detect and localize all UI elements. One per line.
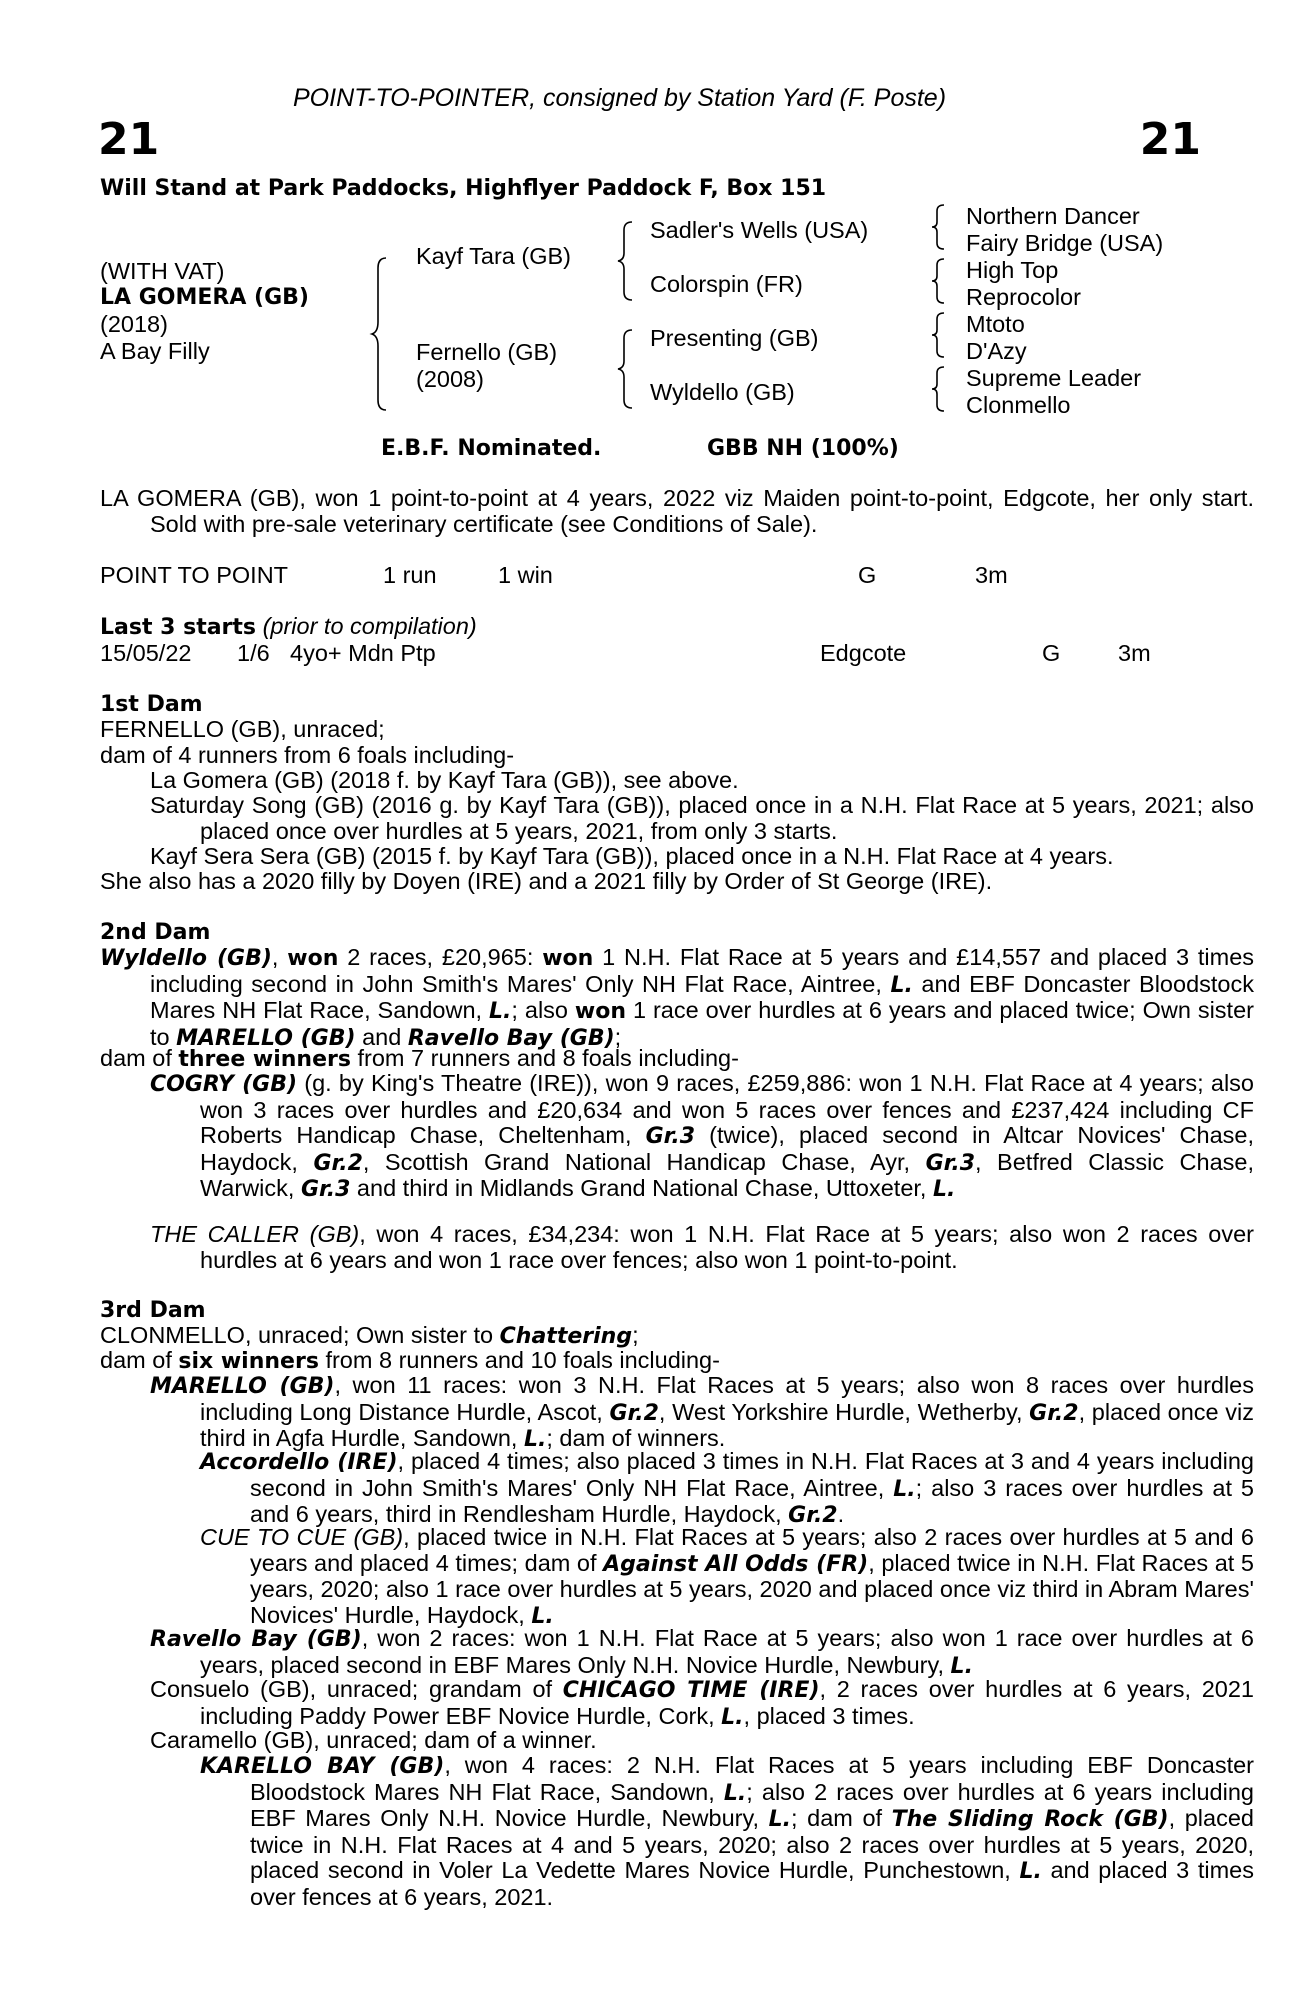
wyldello-name: Wyldello (GB) [100,946,272,971]
bracket-dam-line [616,328,636,410]
record-wins: 1 win [498,562,553,588]
accordello-name: Accordello (IRE) [200,1450,398,1475]
last-starts-title: Last 3 starts [100,615,257,640]
marello-name: MARELLO (GB) [150,1374,335,1399]
record-runs: 1 run [383,562,437,588]
horse-description: A Bay Filly [100,338,210,364]
grandparent-4: Wyldello (GB) [650,379,795,405]
dam-year: (2008) [416,366,484,392]
produce-the-caller: THE CALLER (GB), won 4 races, £34,234: won 1 N.H. Flat Race at 5 years; also won 2 races over hurdles at 6 years and won 1 race over fences; also won 1 point-to-point. [150,1221,1254,1273]
sire-name: Kayf Tara (GB) [416,243,571,269]
produce-kayf-sera-sera: Kayf Sera Sera (GB) (2015 f. by Kayf Tara (GB)), placed once in a N.H. Flat Race at 4 years. [150,843,1114,869]
third-dam-produce-intro: dam of six winners from 8 runners and 10 foals including- [100,1347,720,1374]
start-position: 1/6 [237,640,270,666]
produce-la-gomera: La Gomera (GB) (2018 f. by Kayf Tara (GB)), see above. [150,767,739,793]
second-dam-wyldello: Wyldello (GB), won 2 races, £20,965: won 1 N.H. Flat Race at 5 years and £14,557 and placed 3 times including second in John Smith's Mares' Only NH Flat Race, Aintree, L. and EBF Doncaster Bloodstock Mares NH Flat Race, Sandown, L.; also won 1 race over hurdles at 6 years and placed twice; Own sister to MARELLO (GB) and Ravello Bay (GB); [100,944,1255,1051]
third-dam-clonmello: CLONMELLO, unraced; Own sister to Chattering; [100,1322,639,1349]
start-course: Edgcote [820,640,907,666]
great-grandparent-8: Clonmello [966,392,1071,418]
last-starts-note: (prior to compilation) [262,613,477,639]
bracket-sire-line [616,220,636,302]
grandparent-2: Colorspin (FR) [650,271,803,297]
bracket-ggp-3 [930,311,948,359]
caller-name: THE CALLER (GB) [150,1221,360,1247]
bracket-ggp-2 [930,257,948,305]
stabling-line: Will Stand at Park Paddocks, Highflyer Paddock F, Box 151 [100,176,827,201]
produce-consuelo: Consuelo (GB), unraced; grandam of CHICAGO TIME (IRE), 2 races over hurdles at 6 years, 2021 including Paddy Power EBF Novice Hurdle, Cork, L., placed 3 times. [150,1676,1254,1730]
second-dam-produce-intro: dam of three winners from 7 runners and 8 foals including- [100,1045,739,1072]
gbb-nh: GBB NH (100%) [707,436,899,461]
great-grandparent-1: Northern Dancer [966,203,1140,229]
first-dam-heading: 1st Dam [100,692,203,717]
start-date: 15/05/22 [100,640,192,666]
produce-accordello: Accordello (IRE), placed 4 times; also placed 3 times in N.H. Flat Races at 3 and 4 years including second in John Smith's Mares' Only NH Flat Race, Aintree, L.; also 3 races over hurdles at 5 and 6 years, third in Rendlesham Hurdle, Haydock, Gr.2. [200,1448,1254,1528]
first-dam-line: FERNELLO (GB), unraced; [100,716,385,742]
dam-name: Fernello (GB) [416,339,558,365]
start-race: 4yo+ Mdn Ptp [290,640,436,666]
lot-number-right: 21 [1139,114,1201,165]
great-grandparent-6: D'Azy [966,338,1027,364]
horse-name: LA GOMERA (GB) [100,285,309,310]
produce-ravello-bay: Ravello Bay (GB), won 2 races: won 1 N.H. Flat Race at 5 years; also won 1 race over hurdles at 6 years, placed second in EBF Mares Only N.H. Novice Hurdle, Newbury, L. [150,1625,1255,1679]
bracket-ggp-1 [930,203,948,251]
produce-cogry: COGRY (GB) (g. by King's Theatre (IRE)), won 9 races, £259,886: won 1 N.H. Flat Race at 4 years; also won 3 races over hurdles and £20,634 and won 5 races over fences and £237,424 including CF Roberts Handicap Chase, Cheltenham, Gr.3 (twice), placed second in Altcar Novices' Chase, Haydock, Gr.2, Scottish Grand National Handicap Chase, Ayr, Gr.3, Betfred Classic Chase, Warwick, Gr.3 and third in Midlands Grand National Chase, Uttoxeter, L. [150,1070,1255,1202]
record-going: G [858,562,877,588]
vat-note: (WITH VAT) [100,258,225,284]
bracket-ggp-4 [930,365,948,413]
horse-year: (2018) [100,311,168,337]
bracket-parents [370,256,390,412]
cue-to-cue-name: CUE TO CUE (GB) [200,1524,404,1550]
produce-saturday-song: Saturday Song (GB) (2016 g. by Kayf Tara (GB)), placed once in a N.H. Flat Race at 5 years, 2021; also placed once over hurdles at 5 years, 2021, from only 3 starts. [150,792,1254,844]
start-distance: 3m [1118,640,1151,666]
great-grandparent-2: Fairy Bridge (USA) [966,230,1164,256]
lot-number-left: 21 [98,114,160,165]
ebf-nominated: E.B.F. Nominated. [381,436,602,461]
produce-caramello: Caramello (GB), unraced; dam of a winner. [150,1727,597,1753]
record-label: POINT TO POINT [100,562,289,588]
third-dam-heading: 3rd Dam [100,1298,206,1323]
consignor-line: POINT-TO-POINTER, consigned by Station Yard (F. Poste) [293,84,947,112]
record-distance: 3m [975,562,1008,588]
produce-cue-to-cue: CUE TO CUE (GB), placed twice in N.H. Flat Races at 5 years; also 2 races over hurdles at 5 and 6 years and placed 4 times; dam of Against All Odds (FR), placed twice in N.H. Flat Races at 5 years, 2020; also 1 race over hurdles at 5 years, 2020 and placed once viz third in Abram Mares' Novices' Hurdle, Haydock, L. [200,1524,1254,1629]
great-grandparent-7: Supreme Leader [966,365,1142,391]
karello-bay-name: KARELLO BAY (GB) [200,1754,445,1779]
grandparent-3: Presenting (GB) [650,325,819,351]
first-dam-also-note: She also has a 2020 filly by Doyen (IRE) and a 2021 filly by Order of St George (IRE). [100,868,993,894]
last-starts-heading [100,614,477,641]
summary-text: , won 1 point-to-point at 4 years, 2022 viz Maiden point-to-point, Edgcote, her only start. Sold with pre-sale veterinary certificate (see Conditions of Sale). [150,485,1254,537]
start-going: G [1042,640,1061,666]
ravello-bay-name: Ravello Bay (GB) [150,1627,362,1652]
second-dam-heading: 2nd Dam [100,920,211,945]
great-grandparent-3: High Top [966,257,1059,283]
great-grandparent-4: Reprocolor [966,284,1081,310]
cogry-name: COGRY (GB) [150,1072,298,1097]
summary-horse-name: LA GOMERA (GB) [100,485,300,511]
produce-karello-bay: KARELLO BAY (GB), won 4 races: 2 N.H. Flat Races at 5 years including EBF Doncaster Bloodstock Mares NH Flat Race, Sandown, L.; also 2 races over hurdles at 6 years including EBF Mares Only N.H. Novice Hurdle, Newbury, L.; dam of The Sliding Rock (GB), placed twice in N.H. Flat Races at 4 and 5 years, 2020; also 2 races over hurdles at 5 years, 2020, placed second in Voler La Vedette Mares Novice Hurdle, Punchestown, L. and placed 3 times over fences at 6 years, 2021. [200,1752,1255,1910]
grandparent-1: Sadler's Wells (USA) [650,217,869,243]
first-dam-produce-intro: dam of 4 runners from 6 foals including- [100,742,515,768]
produce-marello: MARELLO (GB), won 11 races: won 3 N.H. Flat Races at 5 years; also won 8 races over hurdles including Long Distance Hurdle, Ascot, Gr.2, West Yorkshire Hurdle, Wetherby, Gr.2, placed once viz third in Agfa Hurdle, Sandown, L.; dam of winners. [150,1372,1255,1452]
great-grandparent-5: Mtoto [966,311,1025,337]
race-summary [100,486,1254,537]
